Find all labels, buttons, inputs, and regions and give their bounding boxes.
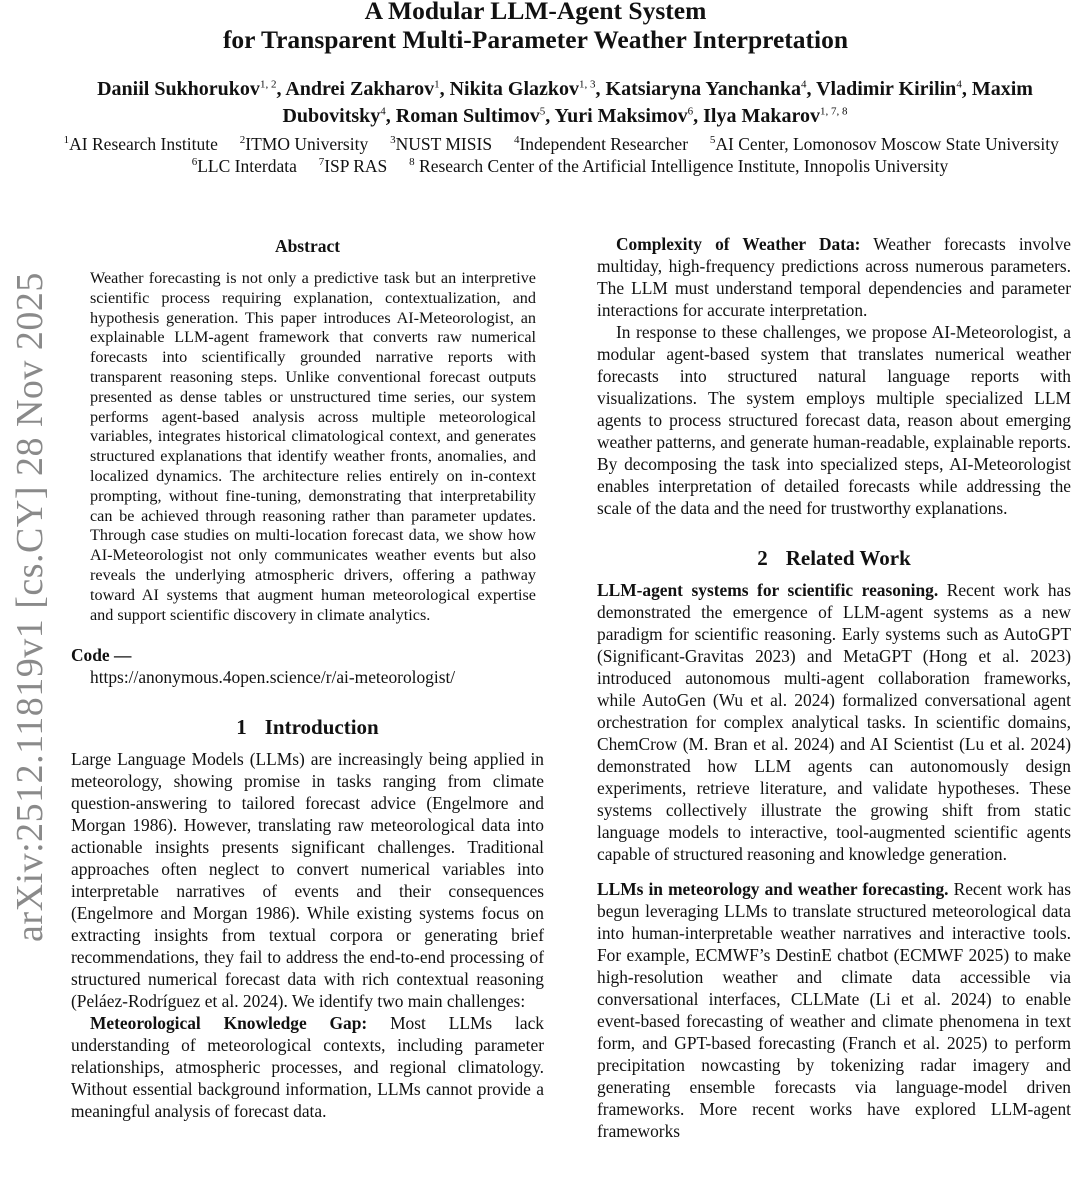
related-paragraph-1: LLM-agent systems for scientific reasoning. Recent work has demonstrated the emergence of LLM-agent systems as a new paradigm for scientific reasoning. Early systems such as AutoGPT (Significant-Gravitas 2023) and MetaGPT (Hong et al. 2023) introduced autonomous multi-agent collaboration frameworks, while AutoGen (Wu et al. 2024) formalized conversational agent orchestration for complex analytical tasks. In scientific domains, ChemCrow (M. Bran et al. 2024) and AI Scientist (Lu et al. 2024) demonstrated how LLM agents can autonomously design experiments, retrieve literature, and validate hypotheses. These systems collectively illustrate the growing shift from static language models to interactive, tool-augmented scientific agents capable of structured reasoning and knowledge generation.: [597, 580, 1071, 864]
code-block: [71, 644, 544, 688]
section-heading-introduction: [71, 716, 544, 738]
affiliation-list: [60, 133, 1071, 177]
author-list: Daniil Sukhorukov$^{1, 2}$, Andrei Zakharov$^1$, Nikita Glazkov$^{1, 3}$, Katsiaryna Yanchanka$^4$, Vladimir Kirilin$^4$, Maxim Dubovitsky$^4$, Roman Sultimov$^5$, Yuri Maksimov$^6$, Ilya Makarov$^{1, 7, 8}$: [97, 78, 1033, 127]
affiliation: $^5$AI Center, Lomonosov Moscow State University: [709, 134, 1059, 154]
code-label: Code —: [71, 645, 132, 666]
affiliation: $^7$ISP RAS: [318, 156, 388, 176]
related-paragraph-2: LLMs in meteorology and weather forecasting. Recent work has begun leveraging LLMs to translate structured meteorological data into human-interpretable weather narratives and interactive tools. For example, ECMWF’s DestinE chatbot (ECMWF 2025) to make high-resolution weather and climate data accessible via conversational interfaces, CLLMate (Li et al. 2024) to enable event-based forecasting of weather and climate phenomena in text form, and GPT-based forecasting (Franch et al. 2025) to perform precipitation nowcasting by tokenizing radar imagery and generating ensemble forecasts via language-model driven frameworks. More recent works have explored LLM-agent frameworks: [597, 879, 1071, 1141]
author: Vladimir Kirilin$^4$: [816, 78, 962, 100]
arxiv-identifier: arXiv:2512.11819v1 [cs.CY] 28 Nov 2025: [9, 272, 51, 942]
title-line-2: for Transparent Multi-Parameter Weather Interpretation: [222, 25, 849, 54]
author: Katsiaryna Yanchanka$^4$: [605, 78, 807, 100]
paragraph-lead: Complexity of Weather Data:: [616, 234, 861, 254]
paragraph-lead: LLM-agent systems for scientific reasoning.: [597, 580, 939, 600]
abstract-heading: Abstract: [274, 236, 341, 256]
intro-paragraph-3: Complexity of Weather Data: Weather forecasts involve multiday, high-frequency predictions across numerous parameters. The LLM must understand temporal dependencies and parameter interactions for accurate interpretation.: [597, 234, 1071, 320]
author: Maxim Dubovitsky$^4$: [282, 78, 1033, 127]
section-heading-related-work: [597, 547, 1071, 569]
author: Roman Sultimov$^5$: [395, 105, 546, 127]
author: Ilya Makarov$^{1, 7, 8}$: [703, 105, 848, 127]
affiliation: $^8$ Research Center of the Artificial Intelligence Institute, Innopolis University: [409, 156, 949, 176]
section-title: Related Work: [785, 546, 911, 570]
arxiv-stamp: [0, 232, 60, 982]
paragraph-lead: Meteorological Knowledge Gap:: [90, 1013, 368, 1034]
section-number: 2: [757, 546, 768, 570]
affiliation: $^2$ITMO University: [239, 134, 369, 154]
affiliation: $^1$AI Research Institute: [63, 134, 218, 154]
author: Andrei Zakharov$^1$: [285, 78, 440, 100]
affiliation: $^4$Independent Researcher: [513, 134, 689, 154]
title-line-1: A Modular LLM-Agent System: [364, 0, 707, 25]
paper-title: [0, 0, 1071, 54]
intro-paragraph-1: Large Language Models (LLMs) are increasingly being applied in meteorology, showing promise in tasks ranging from climate question-answering to tailored forecast advice (Engelmore and Morgan 1986). However, translating raw meteorological data into actionable insights presents significant challenges. Traditional approaches often neglect to convert numerical variables into interpretable narratives of events and their consequences (Engelmore and Morgan 1986). While existing systems focus on extracting insights from textual corpora or generating brief recommendations, they fail to address the end-to-end processing of structured numerical forecast data with rich contextual reasoning (Peláez-Rodríguez et al. 2024). We identify two main challenges:: [71, 749, 544, 1012]
author: Daniil Sukhorukov$^{1, 2}$: [97, 78, 277, 100]
intro-paragraph-4: In response to these challenges, we propose AI-Meteorologist, a modular agent-based system that translates numerical weather forecasts into structured natural language reports with visualizations. The system employs multiple specialized LLM agents to process structured forecast data, reason about emerging weather patterns, and generate human-readable, explainable reports. By decomposing the task into specialized steps, AI-Meteorologist enables interpretation of detailed forecasts while addressing the scale of the data and the need for trustworthy explanations.: [597, 322, 1071, 518]
left-column: [71, 233, 544, 1122]
intro-paragraph-2: Meteorological Knowledge Gap: Most LLMs lack understanding of meteorological contexts, including parameter relationships, atmospheric processes, and regional climatology. Without essential background information, LLMs cannot provide a meaningful analysis of forecast data.: [71, 1013, 544, 1122]
abstract-text: Weather forecasting is not only a predictive task but an interpretive scientific process requiring explanation, contextualization, and hypothesis generation. This paper introduces AI-Meteorologist, an explainable LLM-agent framework that converts raw numerical forecasts into scientifically grounded narrative reports with transparent reasoning steps. Unlike conventional forecast outputs presented as dense tables or unstructured time series, our system performs agent-based analysis across multiple meteorological variables, integrates historical climatological context, and generates structured explanations that identify weather fronts, anomalies, and localized dynamics. The architecture relies entirely on in-context prompting, without fine-tuning, demonstrating that interpretability can be achieved through reasoning rather than parameter updates. Through case studies on multi-location forecast data, we show how AI-Meteorologist not only communicates weather events but also reveals the underlying atmospheric drivers, offering a pathway toward AI systems that augment human meteorological expertise and support scientific discovery in climate analytics.: [90, 269, 536, 624]
paragraph-lead: LLMs in meteorology and weather forecasting.: [597, 879, 949, 899]
section-title: Introduction: [264, 715, 379, 740]
section-number: 1: [236, 715, 247, 740]
author: Yuri Maksimov$^6$: [554, 105, 694, 127]
affiliation: $^3$NUST MISIS: [390, 134, 493, 154]
author: Nikita Glazkov$^{1, 3}$: [449, 78, 596, 100]
right-column: [597, 233, 1071, 1142]
affiliation: $^6$LLC Interdata: [191, 156, 297, 176]
code-link[interactable]: https://anonymous.4open.science/r/ai-meteorologist/: [90, 667, 456, 688]
